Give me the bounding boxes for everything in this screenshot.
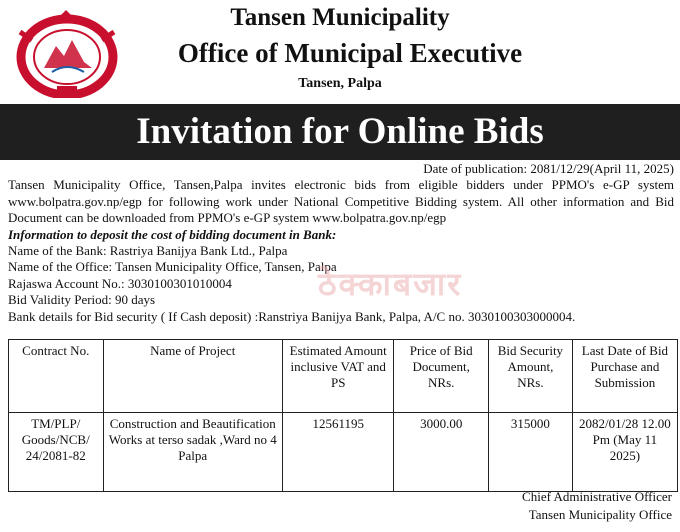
signature-block: [522, 488, 672, 524]
col-contract-no: Contract No.: [9, 340, 104, 413]
cell-doc-price: 3000.00: [394, 413, 489, 492]
header: [0, 0, 680, 104]
col-doc-price: Price of Bid Document, NRs.: [394, 340, 489, 413]
office-name: Office of Municipal Executive: [177, 38, 523, 68]
col-last-date: Last Date of Bid Purchase and Submission: [572, 340, 677, 413]
bid-validity: Bid Validity Period: 90 days: [8, 292, 156, 308]
bank-name: Name of the Bank: Rastriya Banijya Bank Ltd., Palpa: [8, 243, 288, 259]
office-name-line: Name of the Office: Tansen Municipality Office, Tansen, Palpa: [8, 259, 337, 275]
account-number: Rajaswa Account No.: 3030100301010004: [8, 275, 232, 291]
cell-estimated-amount: 12561195: [282, 413, 394, 492]
bid-security-bank: Bank details for Bid security ( If Cash deposit) :Ranstriya Banijya Bank, Palpa, A/C no. 3030100303000004.: [8, 308, 576, 324]
col-project-name: Name of Project: [103, 340, 282, 413]
col-bid-security: Bid Security Amount, NRs.: [488, 340, 572, 413]
signatory-title: Chief Administrative Officer: [522, 489, 672, 504]
col-estimated-amount: Estimated Amount inclusive VAT and PS: [282, 340, 394, 413]
cell-project-name: Construction and Beautification Works at terso sadak ,Ward no 4 Palpa: [103, 413, 282, 492]
table-header-row: [9, 340, 678, 413]
intro-paragraph: Tansen Municipality Office, Tansen,Palpa invites electronic bids from eligible bidders under PPMO's e-GP system www.bolpatra.gov.np/egp for following work under National Competitive Bidding system. All other information and Bid Document can be downloaded from PPMO's e-GP system www.bolpatra.gov.np/egp: [8, 177, 674, 226]
table-row: [9, 413, 678, 492]
bids-table: [8, 339, 678, 492]
notice-banner: Invitation for Online Bids: [0, 104, 680, 160]
cell-last-date: 2082/01/28 12.00 Pm (May 11 2025): [572, 413, 677, 492]
deposit-heading: Information to deposit the cost of bidding document in Bank:: [8, 226, 337, 242]
municipality-emblem-icon: [12, 10, 122, 98]
cell-contract-no: TM/PLP/ Goods/NCB/ 24/2081-82: [9, 413, 104, 492]
signatory-office: Tansen Municipality Office: [528, 507, 672, 522]
municipality-name: Tansen Municipality: [230, 4, 450, 31]
office-location: Tansen, Palpa: [298, 76, 382, 91]
watermark: ठेक्काबजार: [318, 265, 463, 303]
publication-date: Date of publication: 2081/12/29(April 11, 2025): [423, 161, 674, 176]
cell-bid-security: 315000: [488, 413, 572, 492]
